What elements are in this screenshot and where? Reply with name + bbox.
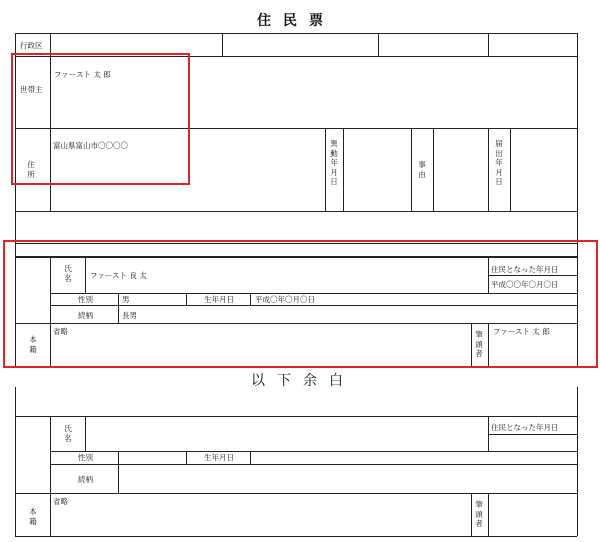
address-value: 富山県富山市〇〇〇〇 <box>53 141 128 150</box>
sex-label: 性別 <box>78 295 93 304</box>
head-of-household-value: ファースト 太 郎 <box>54 70 111 79</box>
resident-since-value: 平成〇〇年〇月〇日 <box>491 280 559 289</box>
sex-value: 男 <box>122 295 130 304</box>
shimei-label: 氏 名 <box>64 264 72 283</box>
remainder-text: 以下余白 <box>251 373 355 389</box>
birth-date-label: 生年月日 <box>204 295 234 304</box>
highlight-person-box <box>3 240 598 368</box>
resident-since-label: 住民となった年月日 <box>491 265 559 274</box>
jusho-label: 住 所 <box>27 160 35 179</box>
relationship-label-2: 続柄 <box>78 475 93 484</box>
ido-label: 異 動 年 月 日 <box>330 139 338 186</box>
todokede-label: 届 出 年 月 日 <box>495 139 503 186</box>
hitto-label-2: 筆 頭 者 <box>475 500 483 528</box>
shimei-label-2: 氏 名 <box>64 424 72 443</box>
birth-date-label-2: 生年月日 <box>204 453 234 462</box>
person-name: ファースト 良 太 <box>90 271 147 280</box>
setainushi-label: 世帯主 <box>20 85 43 94</box>
registered-domicile-value: 省略 <box>53 327 68 336</box>
honseki-label: 本 籍 <box>29 335 37 354</box>
gyoseiku-label: 行政区 <box>20 41 43 50</box>
registered-domicile-value-2: 省略 <box>53 497 68 506</box>
jiyu-label: 事 由 <box>418 160 426 179</box>
relationship-label: 続柄 <box>78 311 93 320</box>
family-head-value: ファースト 太 郎 <box>493 327 550 336</box>
document-title: 住民票 <box>257 13 335 29</box>
honseki-label-2: 本 籍 <box>29 507 37 526</box>
sex-label-2: 性別 <box>78 453 93 462</box>
resident-since-label-2: 住民となった年月日 <box>491 423 559 432</box>
hitto-label: 筆 頭 者 <box>475 330 483 358</box>
highlight-household-box <box>11 53 190 185</box>
relationship-value: 長男 <box>122 311 137 320</box>
birth-date-value: 平成〇年〇月〇日 <box>255 295 315 304</box>
